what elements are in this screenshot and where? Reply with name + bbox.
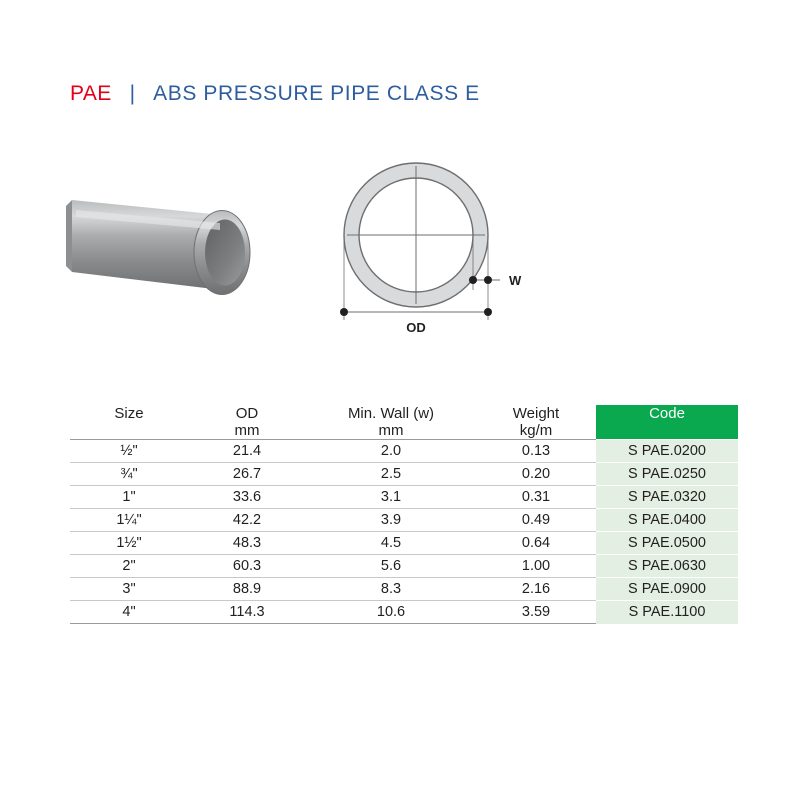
header-od-unit: mm [234, 422, 260, 439]
cell-code: S PAE.1100 [596, 601, 738, 624]
cell-size: 2" [70, 555, 188, 578]
table-row [70, 601, 738, 624]
cell-code: S PAE.0400 [596, 509, 738, 532]
cell-wall: 2.5 [306, 463, 476, 486]
w-label: W [509, 273, 522, 288]
cell-wall: 4.5 [306, 532, 476, 555]
cell-weight: 0.64 [476, 532, 596, 555]
cell-code: S PAE.0200 [596, 440, 738, 463]
cell-od: 26.7 [188, 463, 306, 486]
cell-weight: 2.16 [476, 578, 596, 601]
cell-od: 48.3 [188, 532, 306, 555]
table-row [70, 509, 738, 532]
table-header-row-units [70, 422, 738, 440]
table-header-row-primary [70, 405, 738, 422]
pipe-illustration [62, 160, 292, 330]
specification-table [70, 405, 738, 624]
header-min-wall-unit: mm [378, 422, 404, 439]
product-code-label: PAE [70, 82, 112, 105]
header-code-unit [596, 422, 738, 440]
header-size: Size [114, 405, 144, 422]
cell-size: 1¼" [70, 509, 188, 532]
header-weight: Weight [512, 405, 560, 422]
cell-weight: 1.00 [476, 555, 596, 578]
table-row [70, 532, 738, 555]
cell-weight: 0.31 [476, 486, 596, 509]
cell-wall: 10.6 [306, 601, 476, 624]
title-separator: | [129, 82, 136, 105]
cell-od: 114.3 [188, 601, 306, 624]
cell-wall: 3.1 [306, 486, 476, 509]
cell-wall: 8.3 [306, 578, 476, 601]
table-row [70, 486, 738, 509]
cell-od: 60.3 [188, 555, 306, 578]
header-min-wall: Min. Wall (w) [347, 405, 435, 422]
cell-size: 4" [70, 601, 188, 624]
cell-size: 1" [70, 486, 188, 509]
cell-code: S PAE.0630 [596, 555, 738, 578]
cell-size: 1½" [70, 532, 188, 555]
header-size-unit [70, 422, 188, 440]
product-title-label: ABS PRESSURE PIPE CLASS E [153, 82, 480, 105]
cell-size: 3" [70, 578, 188, 601]
cell-code: S PAE.0320 [596, 486, 738, 509]
table-row [70, 463, 738, 486]
cell-wall: 5.6 [306, 555, 476, 578]
header-code: Code [596, 405, 738, 422]
table-row [70, 578, 738, 601]
cell-od: 21.4 [188, 440, 306, 463]
cell-code: S PAE.0500 [596, 532, 738, 555]
cell-wall: 2.0 [306, 440, 476, 463]
cell-weight: 0.49 [476, 509, 596, 532]
cross-section-diagram [300, 150, 560, 365]
cell-size: ½" [70, 440, 188, 463]
cell-size: ¾" [70, 463, 188, 486]
cell-od: 33.6 [188, 486, 306, 509]
cell-weight: 3.59 [476, 601, 596, 624]
illustration-area [0, 150, 800, 380]
cell-wall: 3.9 [306, 509, 476, 532]
header-od: OD [235, 405, 259, 422]
table-row [70, 440, 738, 463]
cell-code: S PAE.0900 [596, 578, 738, 601]
cell-weight: 0.13 [476, 440, 596, 463]
table-row [70, 555, 738, 578]
cell-code: S PAE.0250 [596, 463, 738, 486]
header-weight-unit: kg/m [519, 422, 553, 439]
od-label: OD [406, 320, 426, 335]
cell-weight: 0.20 [476, 463, 596, 486]
cell-od: 88.9 [188, 578, 306, 601]
page-title [70, 82, 480, 106]
cell-od: 42.2 [188, 509, 306, 532]
